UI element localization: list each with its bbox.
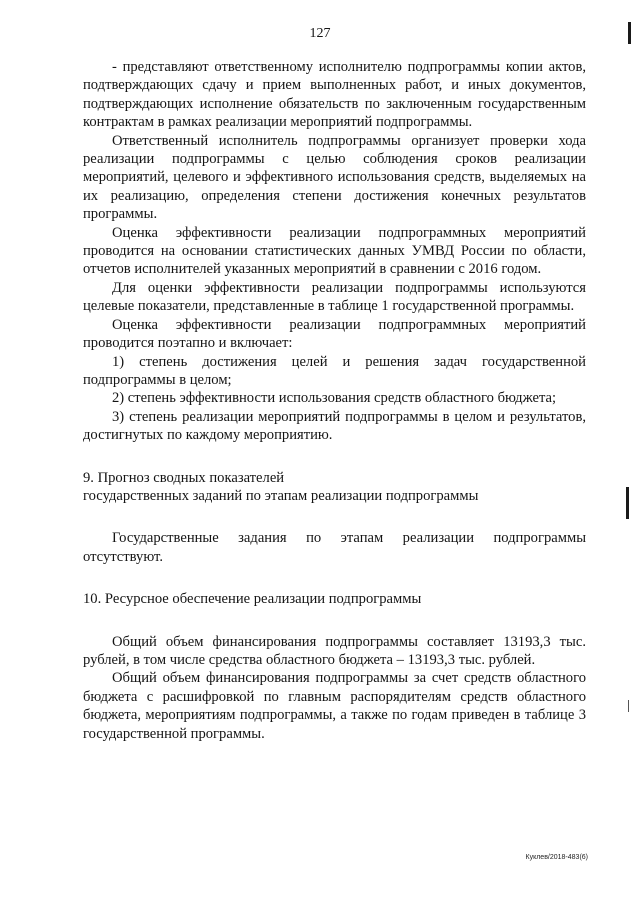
section-9-heading-line-1: 9. Прогноз сводных показателей [83,469,285,486]
list-item-implementation: 3) степень реализации мероприятий подпрограммы в целом и результатов, достигнутых по каждому мероприятию. [83,408,586,444]
paragraph-inspections: Ответственный исполнитель подпрограммы организует проверки хода реализации подпрограммы с целью соблюдения сроков реализации мероприятий, целевого и эффективного использования средств, выделяемых на их реализацию, определения степени достижения конечных результатов программы. [83,132,586,223]
spacer [83,609,586,633]
spacer [83,566,586,590]
section-9-heading-line-2: государственных заданий по этапам реализации подпрограммы [83,487,479,504]
document-footer-code: Куклев/2018-483(6) [525,854,588,861]
scan-mark [628,22,631,44]
paragraph-evaluation-basis: Оценка эффективности реализации подпрограммных мероприятий проводится на основании статистических данных УМВД России по области, отчетов исполнителей указанных мероприятий в сравнении с 2016 годом. [83,224,586,278]
spacer [83,445,586,469]
scan-mark [626,487,629,519]
page-number: 127 [309,26,331,41]
paragraph-state-assignments: Государственные задания по этапам реализации подпрограммы отсутствуют. [83,530,586,565]
document-body [83,58,586,743]
list-item-goals: 1) степень достижения целей и решения задач государственной подпрограммы в целом; [83,353,586,388]
spacer [83,505,586,529]
paragraph-total-funding: Общий объем финансирования подпрограммы составляет 13193,3 тыс. рублей, в том числе средства областного бюджета – 13193,3 тыс. рублей. [83,633,586,668]
section-10-heading: 10. Ресурсное обеспечение реализации подпрограммы [83,591,422,608]
paragraph-contracts: - представляют ответственному исполнителю подпрограммы копии актов, подтверждающих сдачу и прием выполненных работ, и иных документов, подтверждающих исполнение обязательств по заключенным государственным контрактам в рамках реализации мероприятий подпрограммы. [83,59,586,131]
scan-mark [628,700,629,712]
list-item-budget-efficiency: 2) степень эффективности использования средств областного бюджета; [112,390,557,407]
paragraph-funding-breakdown: Общий объем финансирования подпрограммы за счет средств областного бюджета с расшифровкой по главным распорядителям средств областного бюджета, мероприятиям подпрограммы, а также по годам приведен в таблице 3 государственной программы. [83,670,586,742]
paragraph-evaluation-stages: Оценка эффективности реализации подпрограммных мероприятий проводится поэтапно и включает: [83,316,586,352]
paragraph-target-indicators: Для оценки эффективности реализации подпрограммы используются целевые показатели, представленные в таблице 1 государственной программы. [83,279,586,315]
